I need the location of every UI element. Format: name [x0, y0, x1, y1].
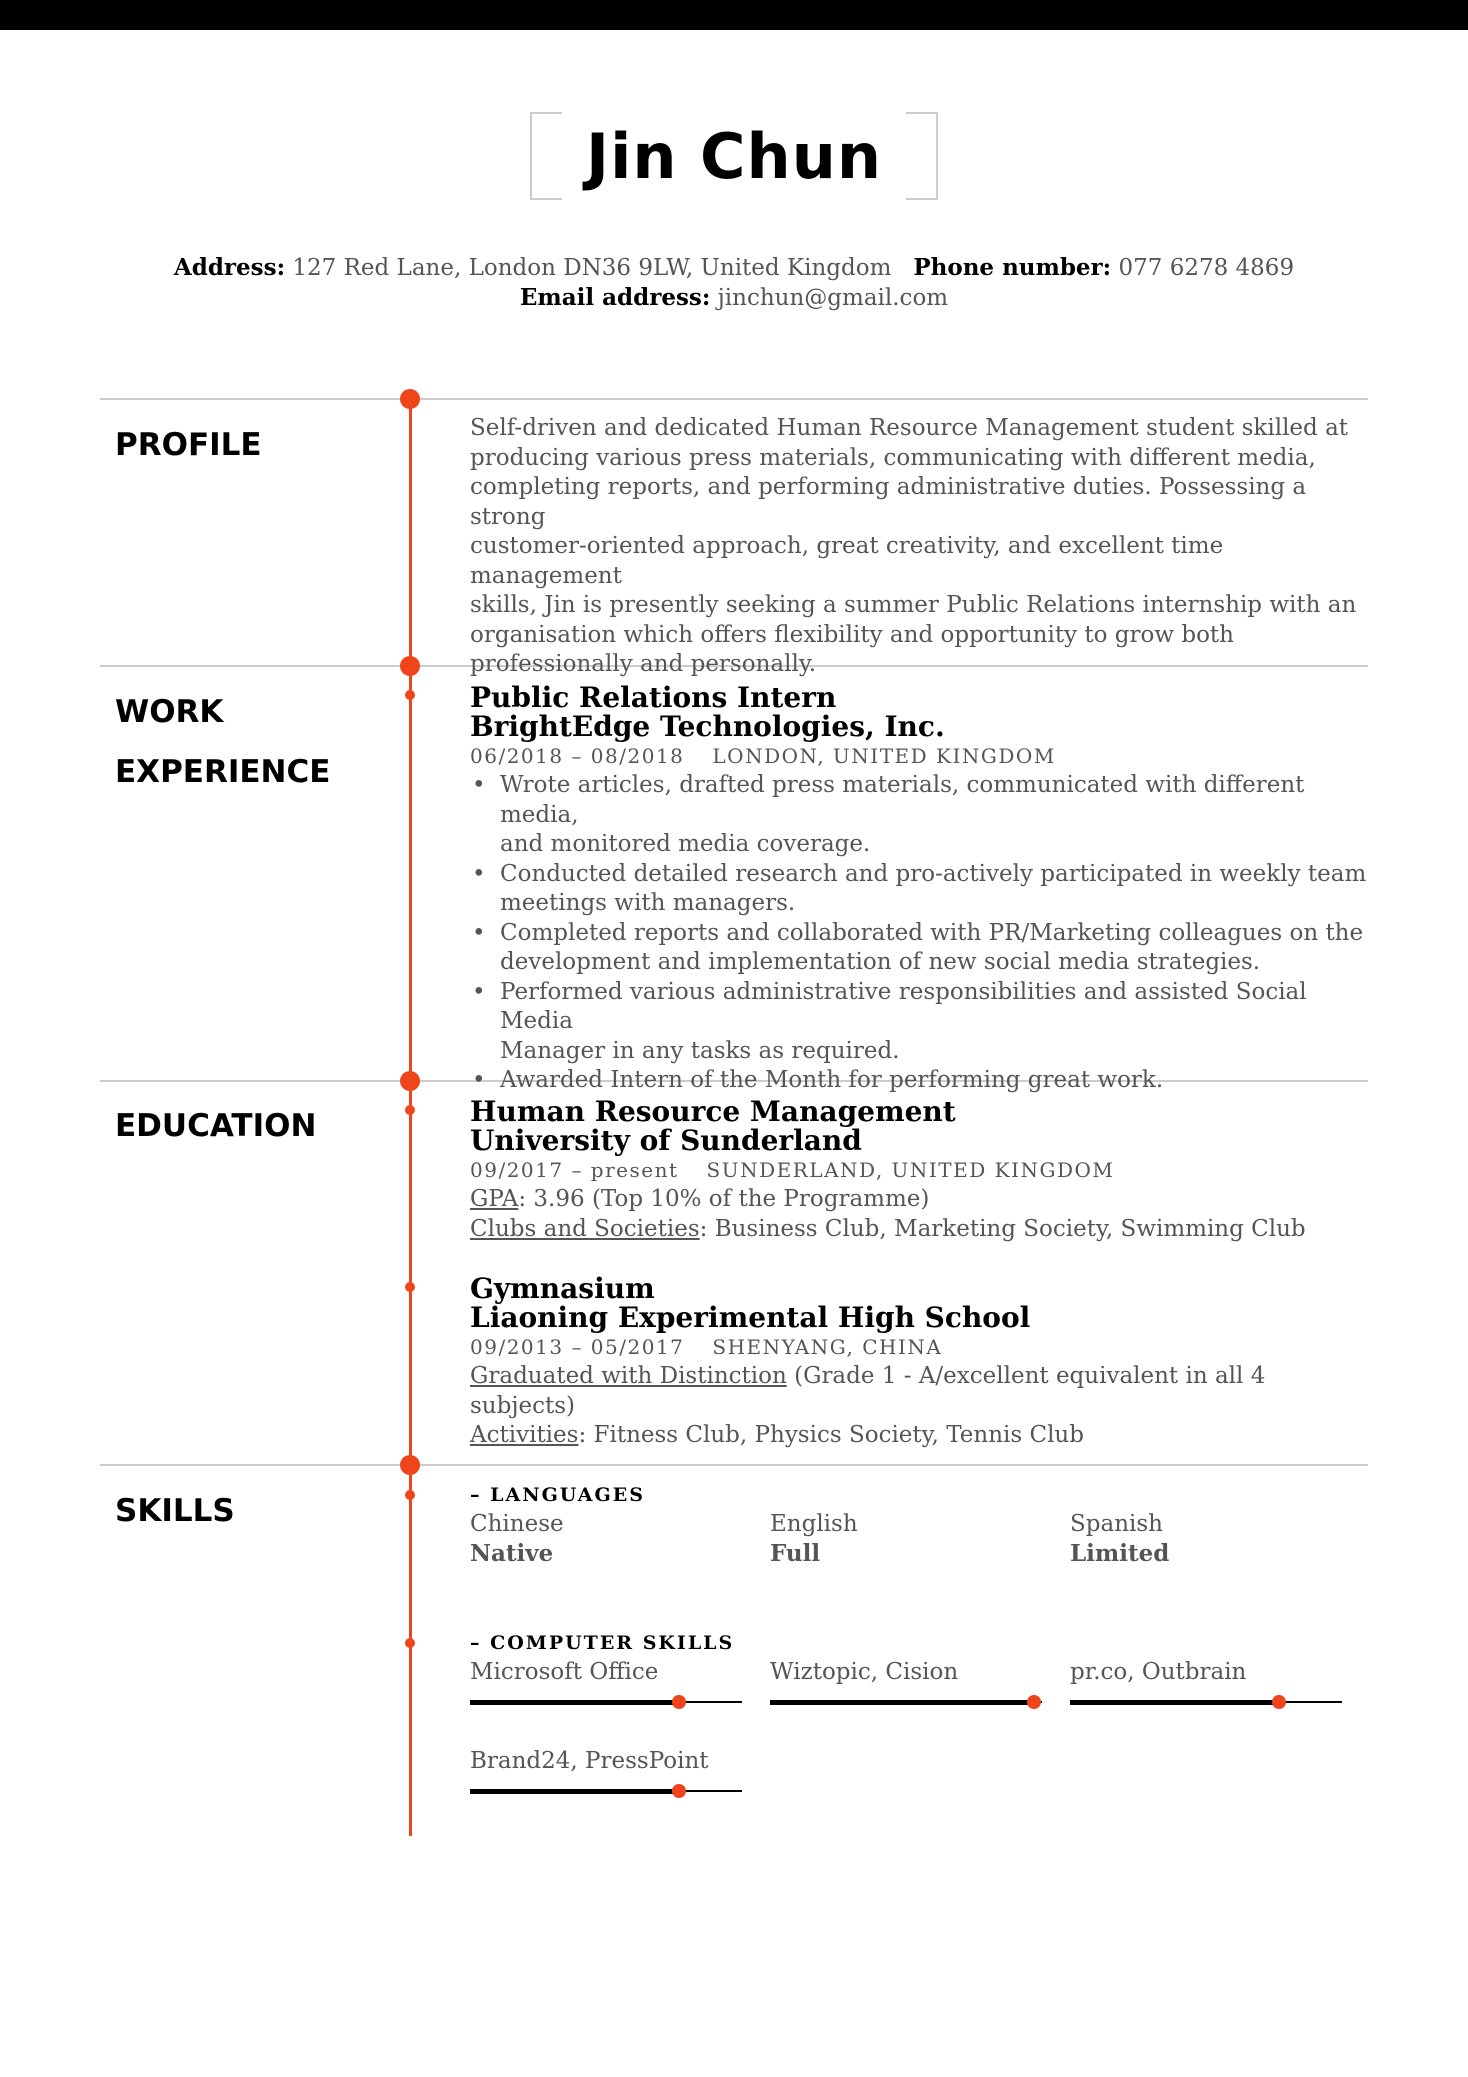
- detail-label: Graduated with Distinction: [470, 1363, 787, 1389]
- work-entry: [470, 683, 1370, 1096]
- language-item: [770, 1509, 1050, 1569]
- job-bullet-line: • Wrote articles, drafted press materials, communicated with different media,: [500, 772, 1305, 828]
- education-location: SUNDERLAND, UNITED KINGDOM: [706, 1158, 1115, 1182]
- phone-value: 077 6278 4869: [1118, 255, 1295, 281]
- timeline-dot-education: [400, 1071, 420, 1091]
- computer-skill-item: [470, 1657, 750, 1687]
- job-meta: [470, 741, 1370, 771]
- divider-profile: [100, 398, 1368, 400]
- education-entry: [470, 1097, 1370, 1244]
- education-dates: 09/2017 – present: [470, 1158, 679, 1182]
- phone-label: Phone number:: [913, 254, 1112, 281]
- skill-level-bar: [470, 1784, 742, 1798]
- detail-text: : Business Club, Marketing Society, Swimming Club: [699, 1215, 1306, 1242]
- language-name: English: [770, 1511, 858, 1537]
- skill-bar-fill: [470, 1789, 679, 1794]
- job-bullet-line: meetings with managers.: [500, 890, 796, 916]
- education-detail: [470, 1362, 1370, 1421]
- address-value: 127 Red Lane, London DN36 9LW, United Kingdom: [292, 255, 892, 281]
- section-title-profile: PROFILE: [115, 427, 262, 463]
- computer-skill-name: Wiztopic, Cision: [770, 1659, 959, 1685]
- timeline-dot-edu-1: [405, 1105, 415, 1115]
- contact-line-2: [0, 284, 1468, 311]
- skill-bar-fill: [1070, 1700, 1279, 1705]
- education-location: SHENYANG, CHINA: [712, 1335, 943, 1359]
- company-name: BrightEdge Technologies, Inc.: [470, 710, 945, 743]
- language-level: Native: [470, 1540, 554, 1567]
- section-title-work: [115, 682, 395, 802]
- job-bullets: [470, 771, 1370, 1096]
- job-bullet-line: • Conducted detailed research and pro-actively participated in weekly team: [500, 860, 1367, 887]
- profile-line: customer-oriented approach, great creativity, and excellent time management: [470, 533, 1224, 589]
- job-bullet-line: • Awarded Intern of the Month for performing great work.: [500, 1067, 1164, 1093]
- computer-skill-name: Brand24, PressPoint: [470, 1748, 709, 1774]
- skill-bar-knob: [1272, 1695, 1286, 1709]
- profile-line: organisation which offers flexibility and opportunity to grow both: [470, 621, 1234, 648]
- section-title-skills: SKILLS: [115, 1493, 235, 1529]
- detail-label: Activities: [470, 1422, 579, 1448]
- job-bullet: [470, 919, 1370, 978]
- skill-bar-fill: [470, 1700, 679, 1705]
- job-title: Public Relations Intern: [470, 681, 837, 714]
- email-label: Email address:: [519, 284, 711, 311]
- profile-line: Self-driven and dedicated Human Resource Management student skilled at: [470, 415, 1349, 441]
- language-item: [1070, 1509, 1350, 1569]
- language-level: Full: [770, 1540, 821, 1567]
- detail-label: GPA: [470, 1186, 519, 1212]
- computer-skill-item: [470, 1746, 750, 1776]
- contact-line-1: [0, 254, 1468, 281]
- skill-level-bar: [1070, 1695, 1342, 1709]
- languages-heading: [470, 1481, 1370, 1509]
- detail-text: (Grade 1 - A/excellent equivalent in all 4 subjects): [470, 1363, 1266, 1419]
- skill-bar-fill: [770, 1700, 1034, 1705]
- education-dates: 09/2013 – 05/2017: [470, 1335, 685, 1359]
- skill-bar-knob: [672, 1784, 686, 1798]
- degree-name: Human Resource Management: [470, 1095, 956, 1128]
- computer-skill-name: pr.co, Outbrain: [1070, 1659, 1247, 1685]
- timeline-dot-job: [405, 690, 415, 700]
- school-name: University of Sunderland: [470, 1124, 862, 1157]
- timeline-dot-languages: [405, 1490, 415, 1500]
- timeline-line: [409, 398, 412, 1836]
- language-name: Chinese: [470, 1511, 564, 1537]
- candidate-name: Jin Chun: [586, 120, 882, 193]
- school-name: Liaoning Experimental High School: [470, 1301, 1031, 1334]
- address-label: Address:: [173, 254, 286, 281]
- job-bullet: [470, 1066, 1370, 1096]
- timeline-dot-skills: [400, 1455, 420, 1475]
- timeline-dot-profile: [400, 389, 420, 409]
- profile-line: completing reports, and performing administrative duties. Possessing a strong: [470, 474, 1307, 530]
- profile-text: [470, 414, 1370, 680]
- job-bullet-line: development and implementation of new social media strategies.: [500, 949, 1261, 975]
- computer-skill-item: [770, 1657, 1050, 1687]
- education-detail: [470, 1215, 1370, 1245]
- divider-skills: [100, 1464, 1368, 1466]
- job-location: LONDON, UNITED KINGDOM: [712, 744, 1056, 768]
- education-entry: [470, 1274, 1370, 1451]
- profile-line: skills, Jin is presently seeking a summer Public Relations internship with an: [470, 592, 1357, 618]
- skill-level-bar: [470, 1695, 742, 1709]
- section-title-education: EDUCATION: [115, 1108, 317, 1144]
- education-meta: [470, 1155, 1370, 1185]
- skill-bar-knob: [672, 1695, 686, 1709]
- top-bar: [0, 0, 1468, 30]
- timeline-dot-work: [400, 656, 420, 676]
- profile-line: producing various press materials, communicating with different media,: [470, 444, 1316, 471]
- language-item: [470, 1509, 750, 1569]
- job-dates: 06/2018 – 08/2018: [470, 744, 685, 768]
- timeline-dot-computer: [405, 1638, 415, 1648]
- education-detail: [470, 1421, 1370, 1451]
- language-name: Spanish: [1070, 1511, 1163, 1537]
- timeline-dot-edu-2: [405, 1282, 415, 1292]
- computer-skills-subheading: – COMPUTER SKILLS: [470, 1632, 735, 1654]
- job-bullet-line: Manager in any tasks as required.: [500, 1037, 900, 1064]
- computer-skills-heading: [470, 1629, 1370, 1657]
- skill-bar-knob: [1027, 1695, 1041, 1709]
- education-detail: [470, 1185, 1370, 1215]
- education-meta: [470, 1332, 1370, 1362]
- computer-skill-item: [1070, 1657, 1350, 1687]
- detail-text: : 3.96 (Top 10% of the Programme): [518, 1186, 930, 1212]
- detail-label: Clubs and Societies: [470, 1215, 700, 1242]
- detail-text: : Fitness Club, Physics Society, Tennis Club: [578, 1422, 1084, 1448]
- skill-level-bar: [770, 1695, 1042, 1709]
- job-bullet: [470, 771, 1370, 860]
- languages-subheading: – LANGUAGES: [470, 1484, 645, 1506]
- job-bullet: [470, 978, 1370, 1067]
- section-title-work-line2: EXPERIENCE: [115, 754, 331, 790]
- section-title-work-line1: WORK: [115, 694, 224, 730]
- profile-line: professionally and personally.: [470, 651, 817, 677]
- job-bullet-line: • Performed various administrative responsibilities and assisted Social Media: [500, 978, 1307, 1034]
- computer-skill-name: Microsoft Office: [470, 1659, 659, 1685]
- job-bullet-line: and monitored media coverage.: [500, 831, 871, 857]
- name-header: [530, 112, 938, 200]
- degree-name: Gymnasium: [470, 1272, 655, 1305]
- job-bullet: [470, 860, 1370, 919]
- job-bullet-line: • Completed reports and collaborated with PR/Marketing colleagues on the: [500, 919, 1364, 946]
- language-level: Limited: [1070, 1540, 1170, 1567]
- email-value: jinchun@gmail.com: [717, 285, 949, 311]
